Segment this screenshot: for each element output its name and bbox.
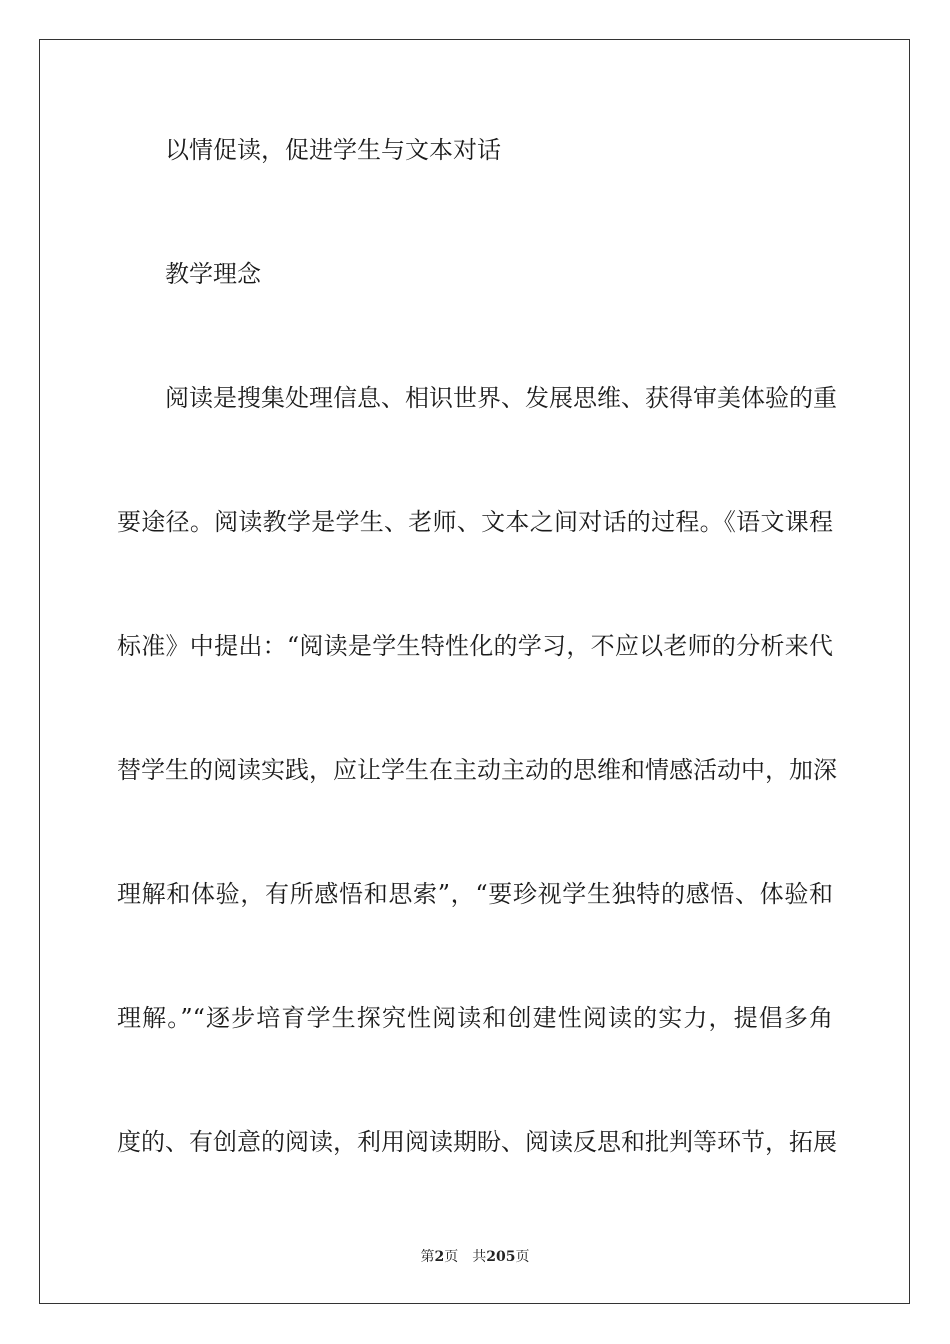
paragraph-line-4: 替学生的阅读实践，应让学生在主动主动的思维和情感活动中，加深 xyxy=(117,756,837,784)
paragraph-line-5: 理解和体验，有所感悟和思索”，“要珍视学生独特的感悟、体验和 xyxy=(117,880,833,908)
page-footer xyxy=(0,1248,950,1266)
footer-total-suffix: 页 xyxy=(515,1249,530,1265)
paragraph-line-1: 阅读是搜集处理信息、相识世界、发展思维、获得审美体验的重 xyxy=(165,384,837,412)
footer-page-prefix: 第 xyxy=(420,1249,435,1265)
paragraph-line-6: 理解。”“逐步培育学生探究性阅读和创建性阅读的实力，提倡多角 xyxy=(117,1004,833,1032)
footer-total-pages: 205 xyxy=(486,1249,516,1265)
paragraph-line-3: 标准》中提出：“阅读是学生特性化的学习，不应以老师的分析来代 xyxy=(117,632,833,660)
footer-page-suffix: 页 xyxy=(444,1249,459,1265)
footer-total-prefix: 共 xyxy=(472,1249,487,1265)
page-border xyxy=(39,39,910,1304)
footer-page-number: 2 xyxy=(434,1249,445,1265)
paragraph-line-2: 要途径。阅读教学是学生、老师、文本之间对话的过程。《语文课程 xyxy=(117,508,833,536)
section-title: 教学理念 xyxy=(165,260,261,288)
document-heading: 以情促读，促进学生与文本对话 xyxy=(165,136,501,164)
paragraph-line-7: 度的、有创意的阅读，利用阅读期盼、阅读反思和批判等环节，拓展 xyxy=(117,1128,837,1156)
